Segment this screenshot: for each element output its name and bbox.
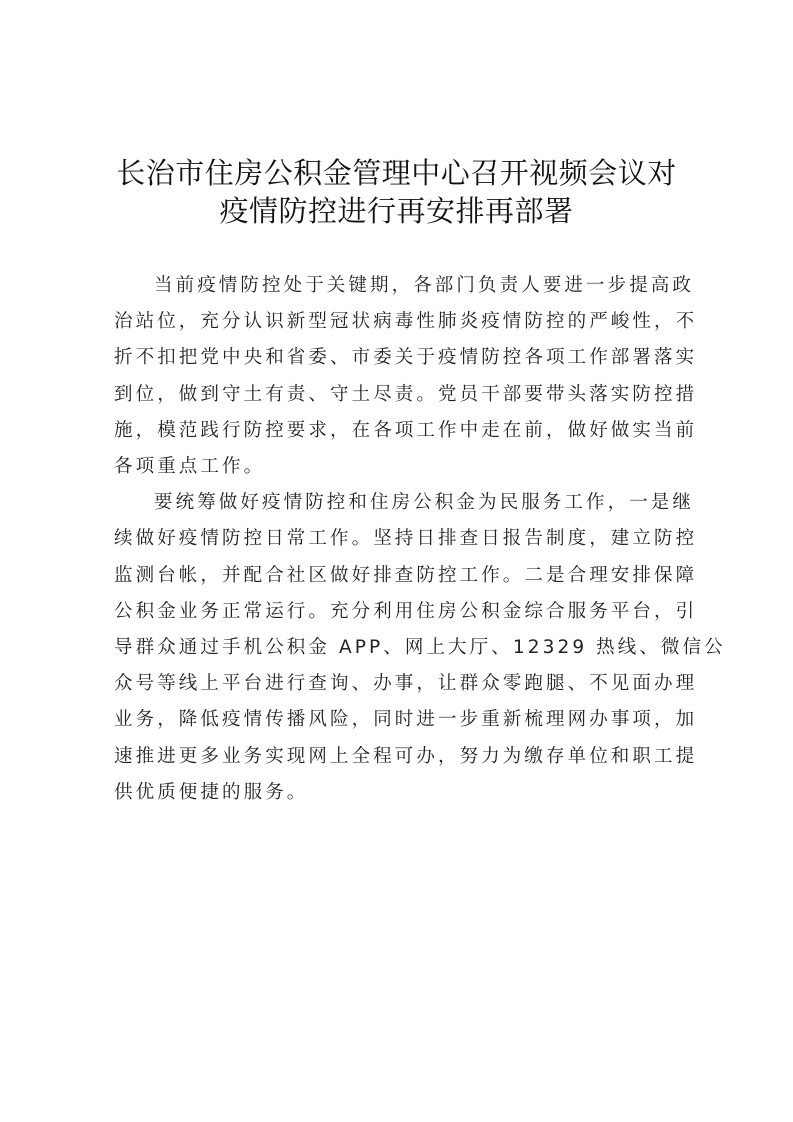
document-body [114, 268, 726, 811]
paragraph-line: 折不扣把党中央和省委、市委关于疫情防控各项工作部署落实 [114, 347, 698, 369]
paragraph-line: 到位，做到守土有责、守土尽责。党员干部要带头落实防控措 [114, 383, 698, 405]
paragraph-line: 要统筹做好疫情防控和住房公积金为民服务工作，一是继 [154, 492, 695, 514]
paragraph-line: 监测台帐，并配合社区做好排查防控工作。二是合理安排保障 [114, 564, 698, 586]
paragraph-line: 供优质便捷的服务。 [114, 781, 309, 803]
title-line-2: 疫情防控进行再安排再部署 [219, 194, 574, 228]
document-title [100, 154, 693, 230]
paragraph-line: 公积金业务正常运行。充分利用住房公积金综合服务平台，引 [114, 600, 698, 622]
paragraph-line: 续做好疫情防控日常工作。坚持日排查日报告制度，建立防控 [114, 528, 698, 550]
paragraph-line: 众号等线上平台进行查询、办事，让群众零跑腿、不见面办理 [114, 673, 698, 695]
paragraph-line: 导群众通过手机公积金 APP、网上大厅、12329 热线、微信公 [114, 637, 726, 659]
paragraph-line: 当前疫情防控处于关键期，各部门负责人要进一步提高政 [154, 275, 695, 296]
paragraph-1 [114, 268, 698, 485]
paragraph-line: 各项重点工作。 [114, 456, 266, 478]
paragraph-line: 施，模范践行防控要求，在各项工作中走在前，做好做实当前 [114, 419, 698, 441]
paragraph-line: 速推进更多业务实现网上全程可办，努力为缴存单位和职工提 [114, 745, 698, 767]
title-line-1: 长治市住房公积金管理中心召开视频会议对 [116, 156, 677, 190]
paragraph-2 [114, 485, 726, 811]
paragraph-line: 业务，降低疫情传播风险，同时进一步重新梳理网办事项，加 [114, 709, 698, 731]
paragraph-line: 治站位，充分认识新型冠状病毒性肺炎疫情防控的严峻性，不 [114, 311, 698, 333]
